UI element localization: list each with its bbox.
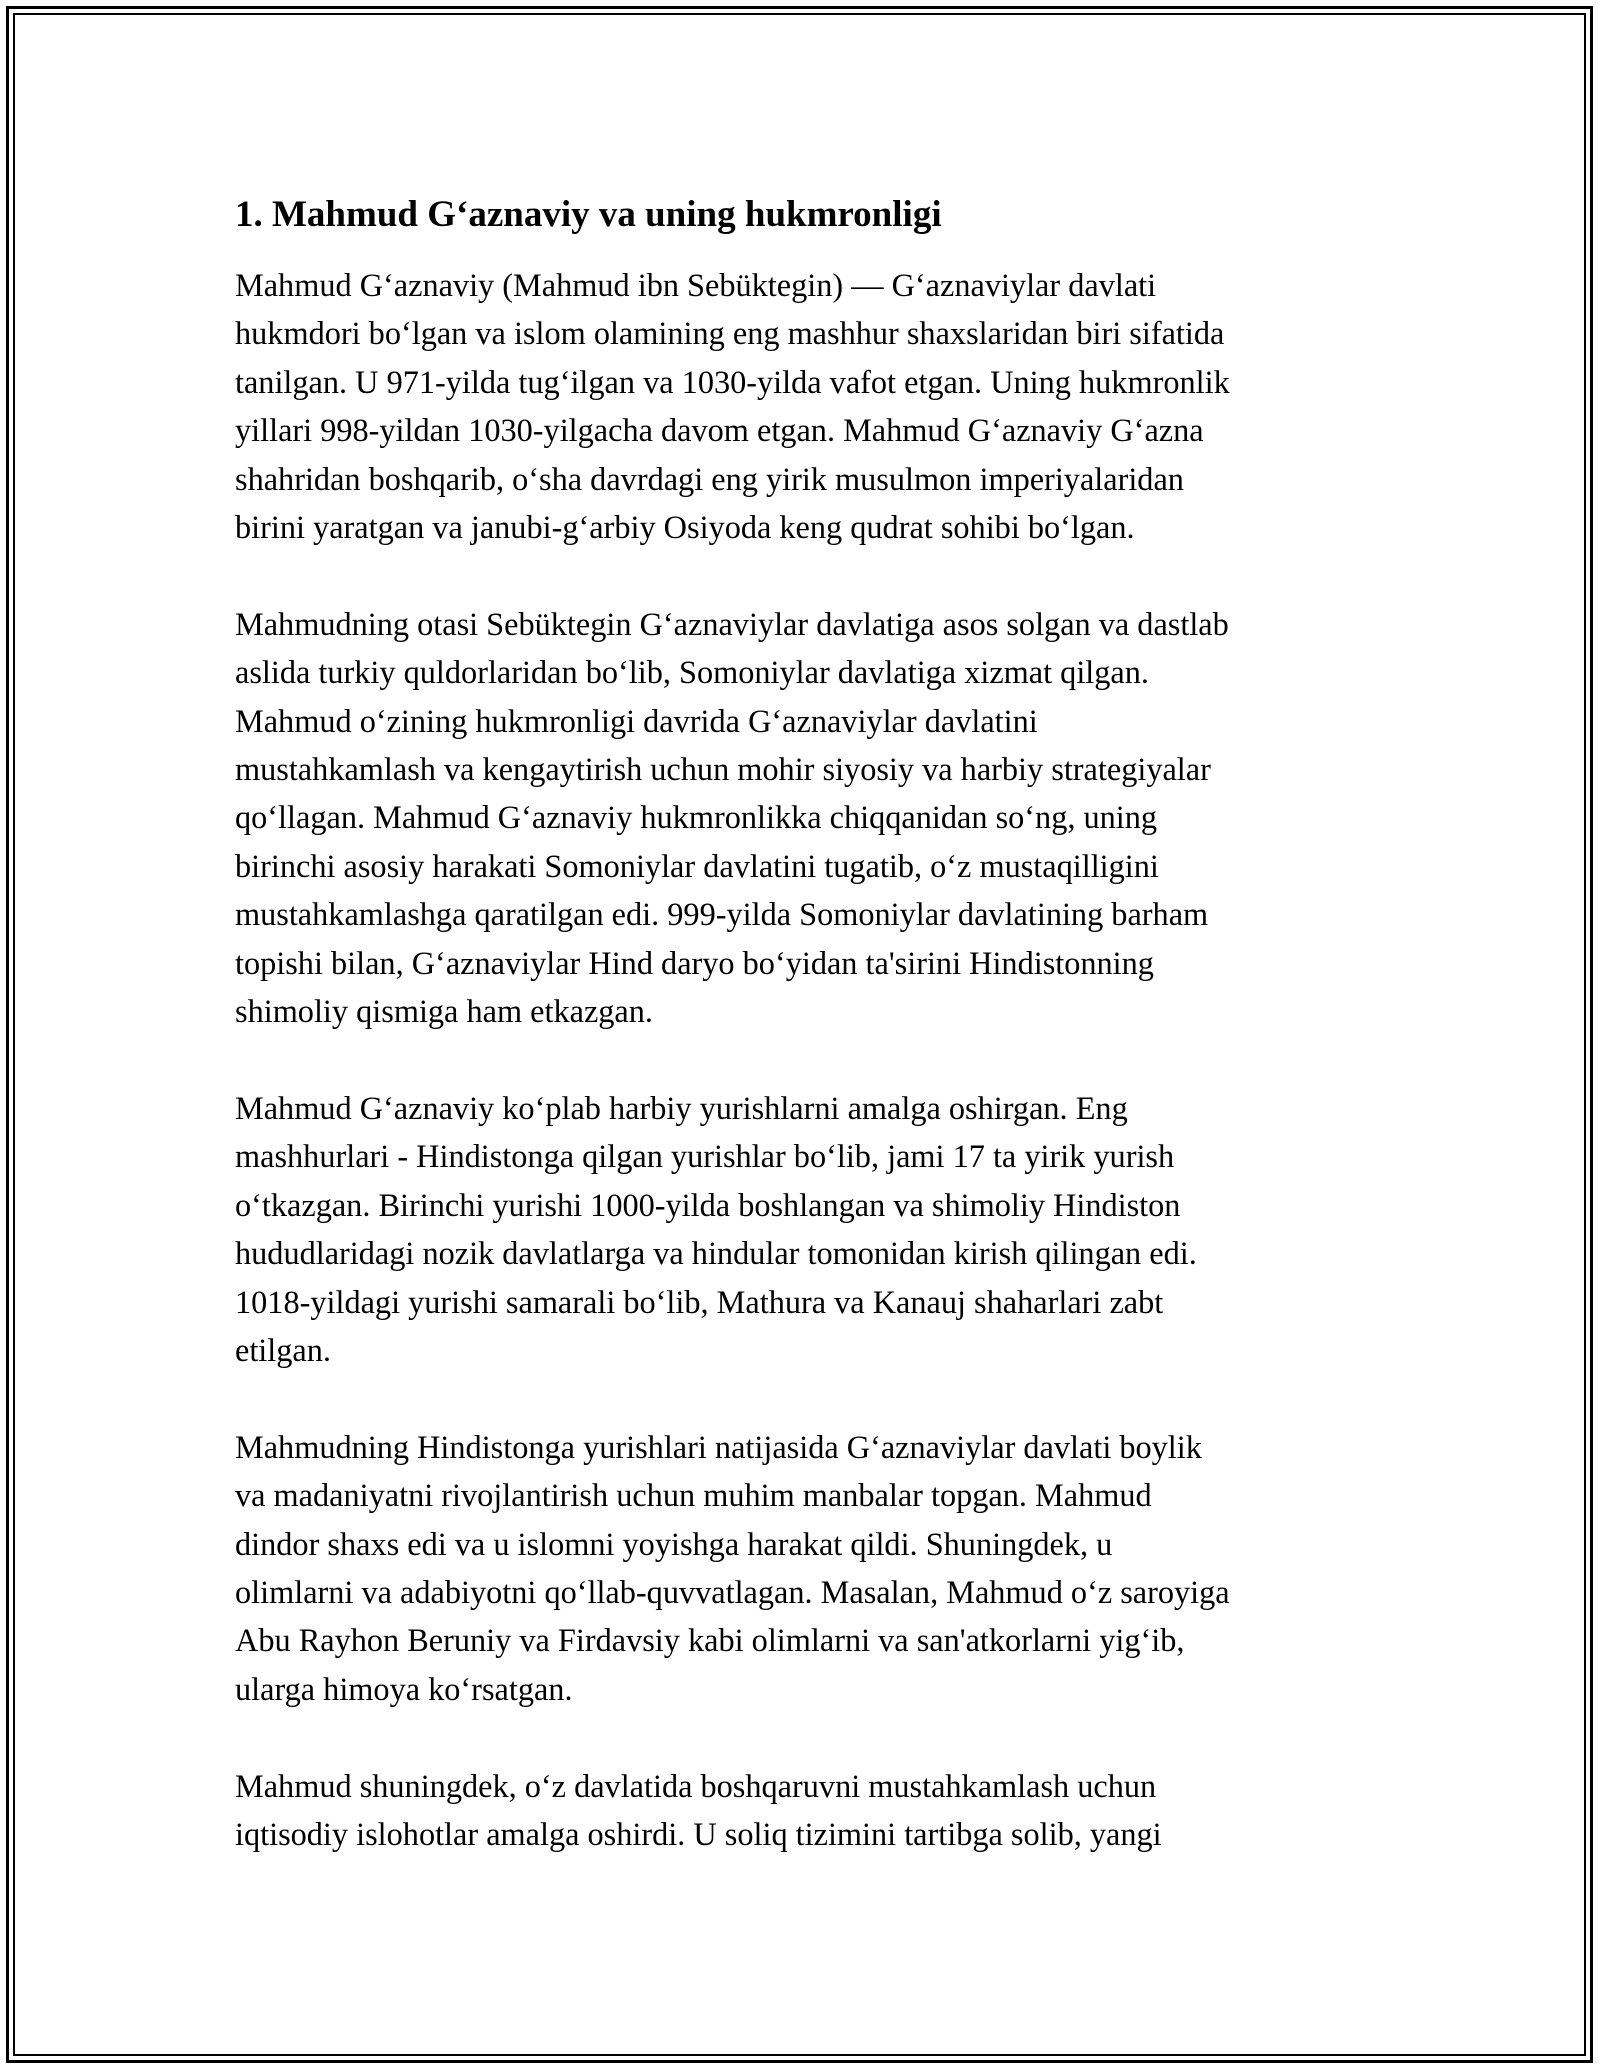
text-line: hukmdori bo‘lgan va islom olamining eng mashhur shaxslaridan biri sifatida [235, 315, 1225, 352]
text-line: Mahmud G‘aznaviy (Mahmud ibn Sebüktegin) — G‘aznaviylar davlati [235, 267, 1157, 303]
text-line: aslida turkiy quldorlaridan bo‘lib, Somoniylar davlatiga xizmat qilgan. [235, 654, 1149, 691]
text-line: mashhurlari - Hindistonga qilgan yurishlar bo‘lib, jami 17 ta yirik yurish [235, 1138, 1175, 1175]
text-line: 1018-yildagi yurishi samarali bo‘lib, Mathura va Kanauj shaharlari zabt [235, 1283, 1164, 1320]
text-line: mustahkamlash va kengaytirish uchun mohir siyosiy va harbiy strategiyalar [235, 751, 1211, 788]
text-line: etilgan. [235, 1331, 331, 1368]
paragraph-2 [235, 600, 1385, 1036]
text-line: qo‘llagan. Mahmud G‘aznaviy hukmronlikka chiqqanidan so‘ng, uning [235, 799, 1158, 836]
text-line: topishi bilan, G‘aznaviylar Hind daryo bo‘yidan ta'sirini Hindistonning [235, 944, 1154, 981]
text-line: mustahkamlashga qaratilgan edi. 999-yilda Somoniylar davlatining barham [235, 896, 1209, 933]
text-line: yillari 998-yildan 1030-yilgacha davom etgan. Mahmud G‘aznaviy G‘azna [235, 412, 1204, 449]
text-line: Mahmud G‘aznaviy ko‘plab harbiy yurishlarni amalga oshirgan. Eng [235, 1089, 1128, 1126]
text-line: hududlaridagi nozik davlatlarga va hindular tomonidan kirish qilingan edi. [235, 1235, 1197, 1272]
text-line: Mahmud shuningdek, o‘z davlatida boshqaruvni mustahkamlash uchun [235, 1767, 1157, 1804]
text-line: Mahmudning Hindistonga yurishlari natijasida G‘aznaviylar davlati boylik [235, 1428, 1202, 1465]
text-line: tanilgan. U 971-yilda tug‘ilgan va 1030-yilda vafot etgan. Uning hukmronlik [235, 363, 1230, 400]
text-line: Mahmud o‘zining hukmronligi davrida G‘aznaviylar davlatini [235, 702, 1038, 739]
text-line: Abu Rayhon Beruniy va Firdavsiy kabi olimlarni va san'atkorlarni yig‘ib, [235, 1622, 1185, 1659]
section-heading: 1. Mahmud G‘aznaviy va uning hukmronligi [235, 194, 942, 235]
text-line: birini yaratgan va janubi-g‘arbiy Osiyoda keng qudrat sohibi bo‘lgan. [235, 509, 1135, 546]
text-line: va madaniyatni rivojlantirish uchun muhim manbalar topgan. Mahmud [235, 1477, 1152, 1514]
text-line: birinchi asosiy harakati Somoniylar davlatini tugatib, o‘z mustaqilligini [235, 847, 1159, 884]
text-line: shahridan boshqarib, o‘sha davrdagi eng yirik musulmon imperiyalaridan [235, 460, 1184, 497]
text-line: Mahmudning otasi Sebüktegin G‘aznaviylar davlatiga asos solgan va dastlab [235, 605, 1229, 642]
paragraph-4 [235, 1423, 1385, 1713]
text-line: ularga himoya ko‘rsatgan. [235, 1670, 573, 1707]
text-line: iqtisodiy islohotlar amalga oshirdi. U soliq tizimini tartibga solib, yangi [235, 1815, 1162, 1852]
paragraph-3 [235, 1084, 1385, 1374]
text-line: o‘tkazgan. Birinchi yurishi 1000-yilda boshlangan va shimoliy Hindiston [235, 1186, 1181, 1223]
text-line: olimlarni va adabiyotni qo‘llab-quvvatlagan. Masalan, Mahmud o‘z saroyiga [235, 1573, 1230, 1610]
document-body [235, 188, 1385, 1907]
text-line: shimoliy qismiga ham etkazgan. [235, 993, 653, 1030]
text-line: dindor shaxs edi va u islomni yoyishga harakat qildi. Shuningdek, u [235, 1525, 1113, 1562]
paragraph-5 [235, 1762, 1385, 1859]
paragraph-1 [235, 261, 1385, 551]
